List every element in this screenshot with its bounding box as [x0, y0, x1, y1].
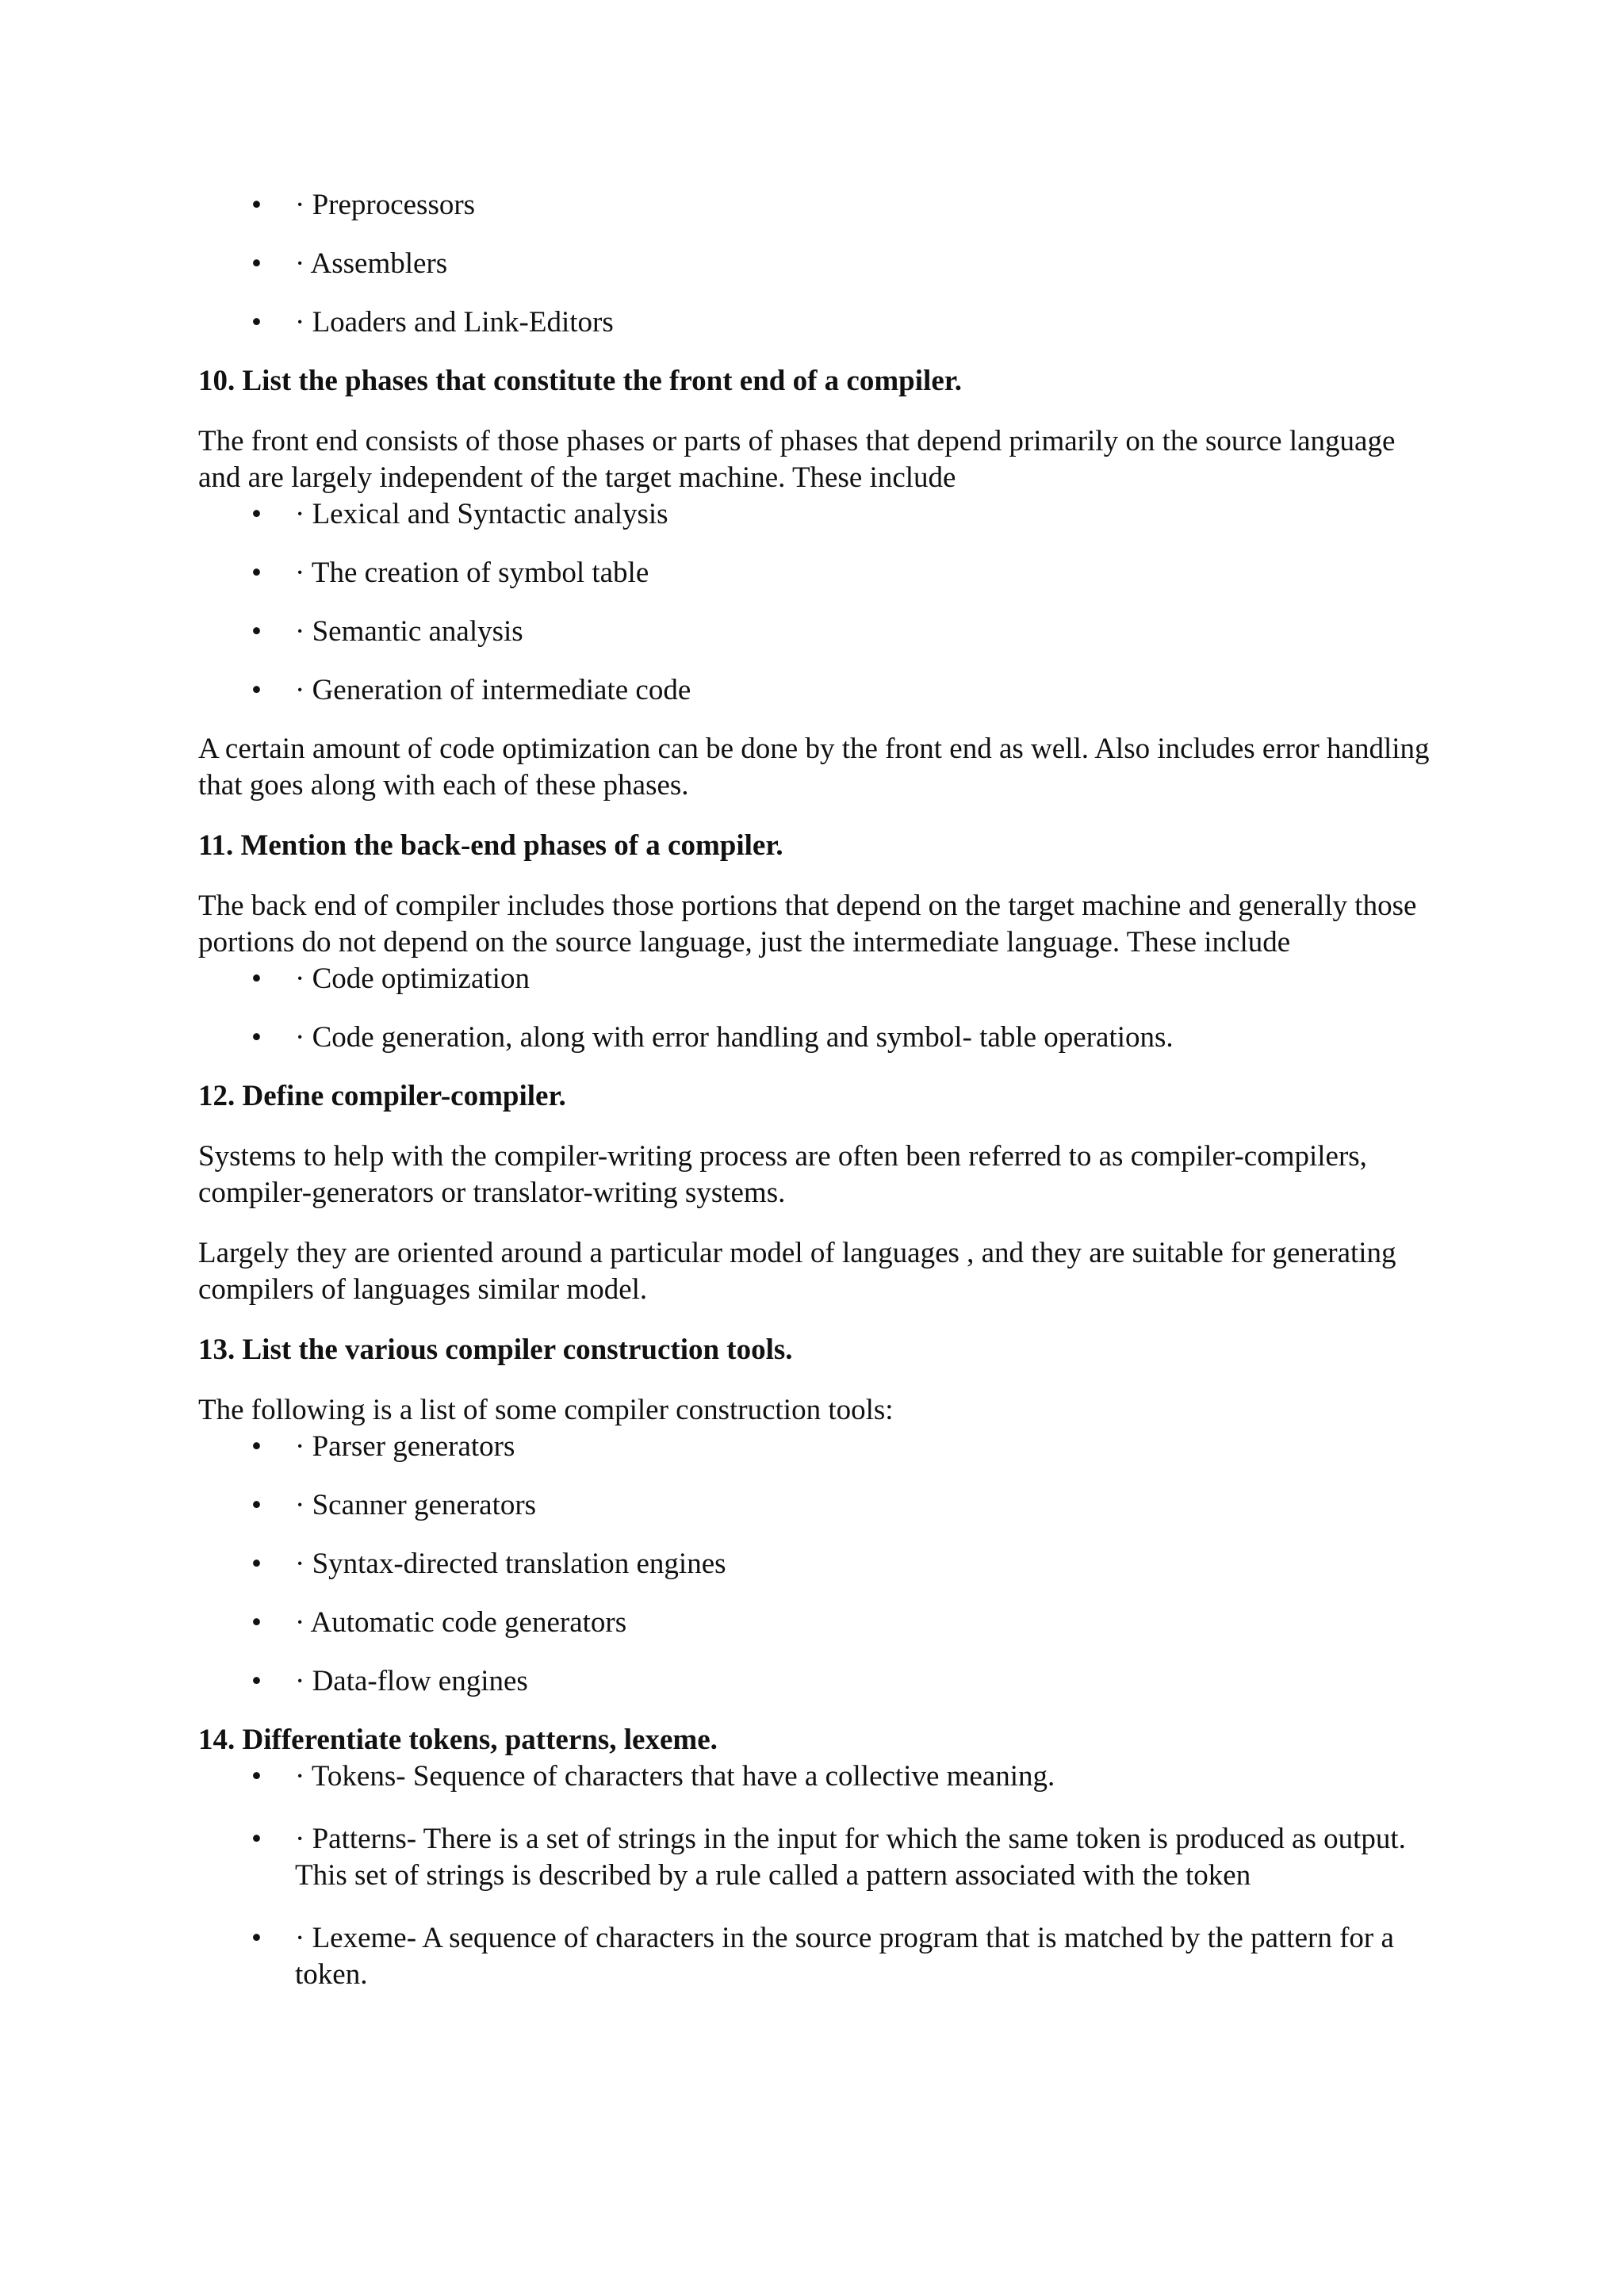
list-item: • · Loaders and Link-Editors	[198, 304, 1435, 341]
list-item: • · Scanner generators	[198, 1487, 1435, 1524]
bullet-icon: •	[251, 674, 262, 706]
bullet-icon: •	[251, 1606, 262, 1639]
question-10-paragraph-2: A certain amount of code optimization can be done by the front end as well. Also includes error handling that goes along with each of these phases.	[198, 733, 1430, 802]
front-end-phases-list	[198, 496, 1435, 709]
construction-tools-list	[198, 1429, 1435, 1700]
tokens-patterns-lexeme-list	[198, 1758, 1435, 1993]
bullet-icon: •	[251, 1760, 262, 1793]
list-item: • · Syntax-directed translation engines	[198, 1546, 1435, 1582]
list-item: • · Code generation, along with error handling and symbol- table operations.	[198, 1020, 1435, 1056]
question-13-paragraph: The following is a list of some compiler construction tools:	[198, 1394, 894, 1426]
bullet-icon: •	[251, 306, 262, 339]
list-item: • · Automatic code generators	[198, 1605, 1435, 1641]
list-item: • · Lexical and Syntactic analysis	[198, 496, 1435, 533]
list-item: • · Data-flow engines	[198, 1663, 1435, 1700]
document-page	[198, 187, 1435, 1993]
question-11-paragraph: The back end of compiler includes those portions that depend on the target machine and generally those portions do not depend on the source language, just the intermediate language. These include	[198, 890, 1417, 959]
question-12-heading: 12. Define compiler-compiler.	[198, 1080, 566, 1112]
bullet-icon: •	[251, 1430, 262, 1463]
preprocessors-list	[198, 187, 1435, 341]
bullet-icon: •	[251, 557, 262, 589]
back-end-phases-list	[198, 961, 1435, 1056]
question-12-paragraph-2: Largely they are oriented around a particular model of languages , and they are suitable for generating compilers of languages similar model.	[198, 1237, 1396, 1306]
list-item: • · Preprocessors	[198, 187, 1435, 224]
question-10-heading: 10. List the phases that constitute the front end of a compiler.	[198, 365, 963, 397]
bullet-icon: •	[251, 962, 262, 995]
list-item: • · Tokens- Sequence of characters that have a collective meaning.	[198, 1758, 1435, 1795]
question-14-heading: 14. Differentiate tokens, patterns, lexeme.	[198, 1724, 718, 1756]
bullet-icon: •	[251, 1548, 262, 1580]
bullet-icon: •	[251, 498, 262, 530]
bullet-icon: •	[251, 1665, 262, 1697]
list-item: • · Parser generators	[198, 1429, 1435, 1465]
list-item: • · Semantic analysis	[198, 614, 1435, 650]
question-10-paragraph: The front end consists of those phases or parts of phases that depend primarily on the source language and are largely independent of the target machine. These include	[198, 425, 1396, 494]
bullet-icon: •	[251, 615, 262, 648]
list-item: • · Assemblers	[198, 246, 1435, 282]
bullet-icon: •	[251, 247, 262, 280]
list-item: • · The creation of symbol table	[198, 555, 1435, 591]
list-item: • · Patterns- There is a set of strings in the input for which the same token is produced as output. This set of strings is described by a rule called a pattern associated with the token	[251, 1823, 1406, 1892]
list-item: • · Generation of intermediate code	[198, 672, 1435, 709]
bullet-icon: •	[251, 1823, 262, 1855]
question-11-heading: 11. Mention the back-end phases of a compiler.	[198, 829, 783, 862]
bullet-icon: •	[251, 1021, 262, 1054]
bullet-icon: •	[251, 1489, 262, 1521]
list-item: • · Lexeme- A sequence of characters in the source program that is matched by the pattern for a token.	[251, 1922, 1394, 1991]
bullet-icon: •	[251, 189, 262, 221]
list-item: • · Code optimization	[198, 961, 1435, 997]
question-12-paragraph: Systems to help with the compiler-writing process are often been referred to as compiler-compilers, compiler-generators or translator-writing systems.	[198, 1140, 1367, 1209]
bullet-icon: •	[251, 1922, 262, 1954]
question-13-heading: 13. List the various compiler construction tools.	[198, 1334, 793, 1366]
